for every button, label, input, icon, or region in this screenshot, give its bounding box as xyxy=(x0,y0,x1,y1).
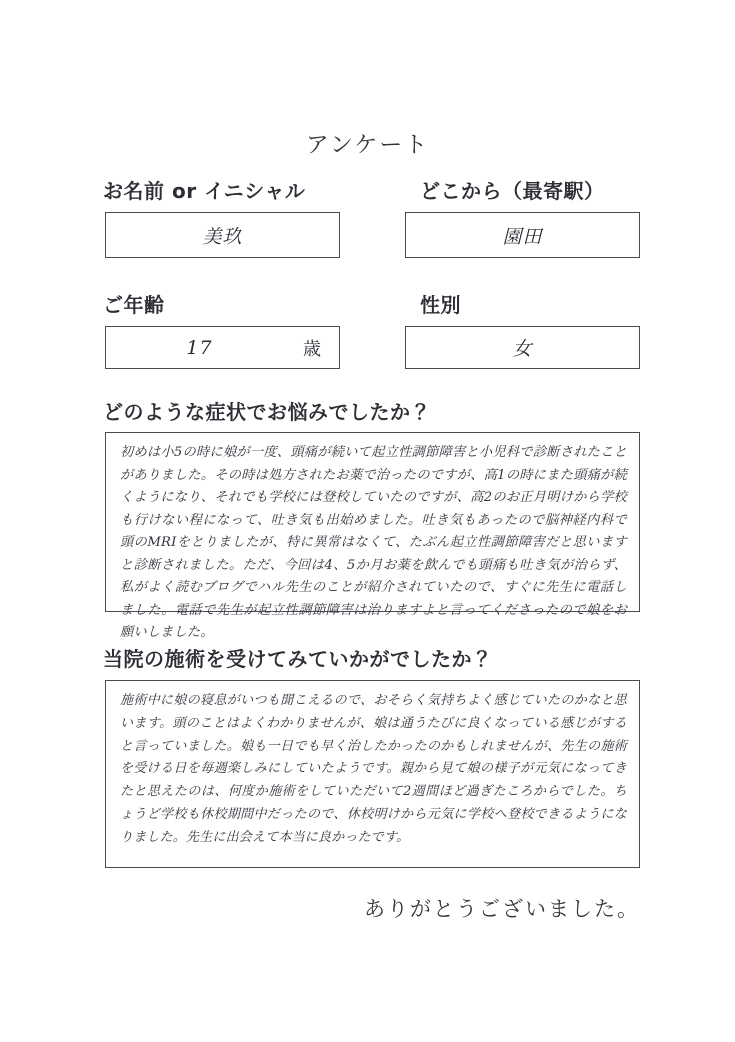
field-unit-age: 歳 xyxy=(303,338,321,360)
answer-field-symptoms[interactable] xyxy=(105,432,640,640)
field-input-station[interactable] xyxy=(405,212,640,258)
field-value-name: 美玖 xyxy=(202,225,243,248)
field-input-age[interactable] xyxy=(105,326,340,369)
field-label-gender: 性別 xyxy=(420,293,461,317)
question-heading-treatment: 当院の施術を受けてみていかがでしたか？ xyxy=(103,647,493,671)
field-label-station: どこから（最寄駅） xyxy=(420,179,605,203)
field-input-name[interactable] xyxy=(105,212,340,258)
answer-text-symptoms: 初めは小5の時に娘が一度、頭痛が続いて起立性調節障害と小児科で診断されたことがありました。その時は処方されたお薬で治ったのですが、高1の時にまた頭痛が続くようになり、それでも学校には登校していたのですが、高2のお正月明けから学校も行けない程になって、吐き気も出始めました。吐き気もあったので脳神経内科で頭のMRIをとりましたが、特に異常はなくて、たぶん起立性調節障害だと思いますと診断されました。ただ、今回は4、5か月お薬を飲んでも頭痛も吐き気が治らず、私がよく読むブログでハル先生のことが紹介されていたので、すぐに先生に電話しました。電話で先生が起立性調節障害は治りますよと言ってくださったので娘をお願いしました。 xyxy=(120,445,627,640)
page-title: アンケート xyxy=(305,132,430,158)
answer-field-treatment[interactable] xyxy=(105,680,640,868)
answer-text-treatment: 施術中に娘の寝息がいつも聞こえるので、おそらく気持ちよく感じていたのかなと思います。頭のことはよくわかりませんが、娘は通うたびに良くなっている感じがすると言っていました。娘も一日でも早く治したかったのかもしれませんが、先生の施術を受ける日を毎週楽しみにしていたようです。親から見て娘の様子が元気になってきたと思えたのは、何度か施術をしていただいて2週間ほど過ぎたころからでした。ちょうど学校も休校期間中だったので、休校明けから元気に学校へ登校できるようになりました。先生に出会えて本当に良かったです。 xyxy=(120,693,627,845)
field-value-station: 園田 xyxy=(502,225,543,248)
field-label-age: ご年齢 xyxy=(103,293,165,317)
field-value-age: 17 xyxy=(186,336,213,359)
field-label-name: お名前 or イニシャル xyxy=(103,179,306,203)
field-value-gender: 女 xyxy=(512,338,533,360)
question-heading-symptoms: どのような症状でお悩みでしたか？ xyxy=(103,400,431,424)
closing-message: ありがとうございました。 xyxy=(364,897,640,921)
field-input-gender[interactable] xyxy=(405,326,640,369)
